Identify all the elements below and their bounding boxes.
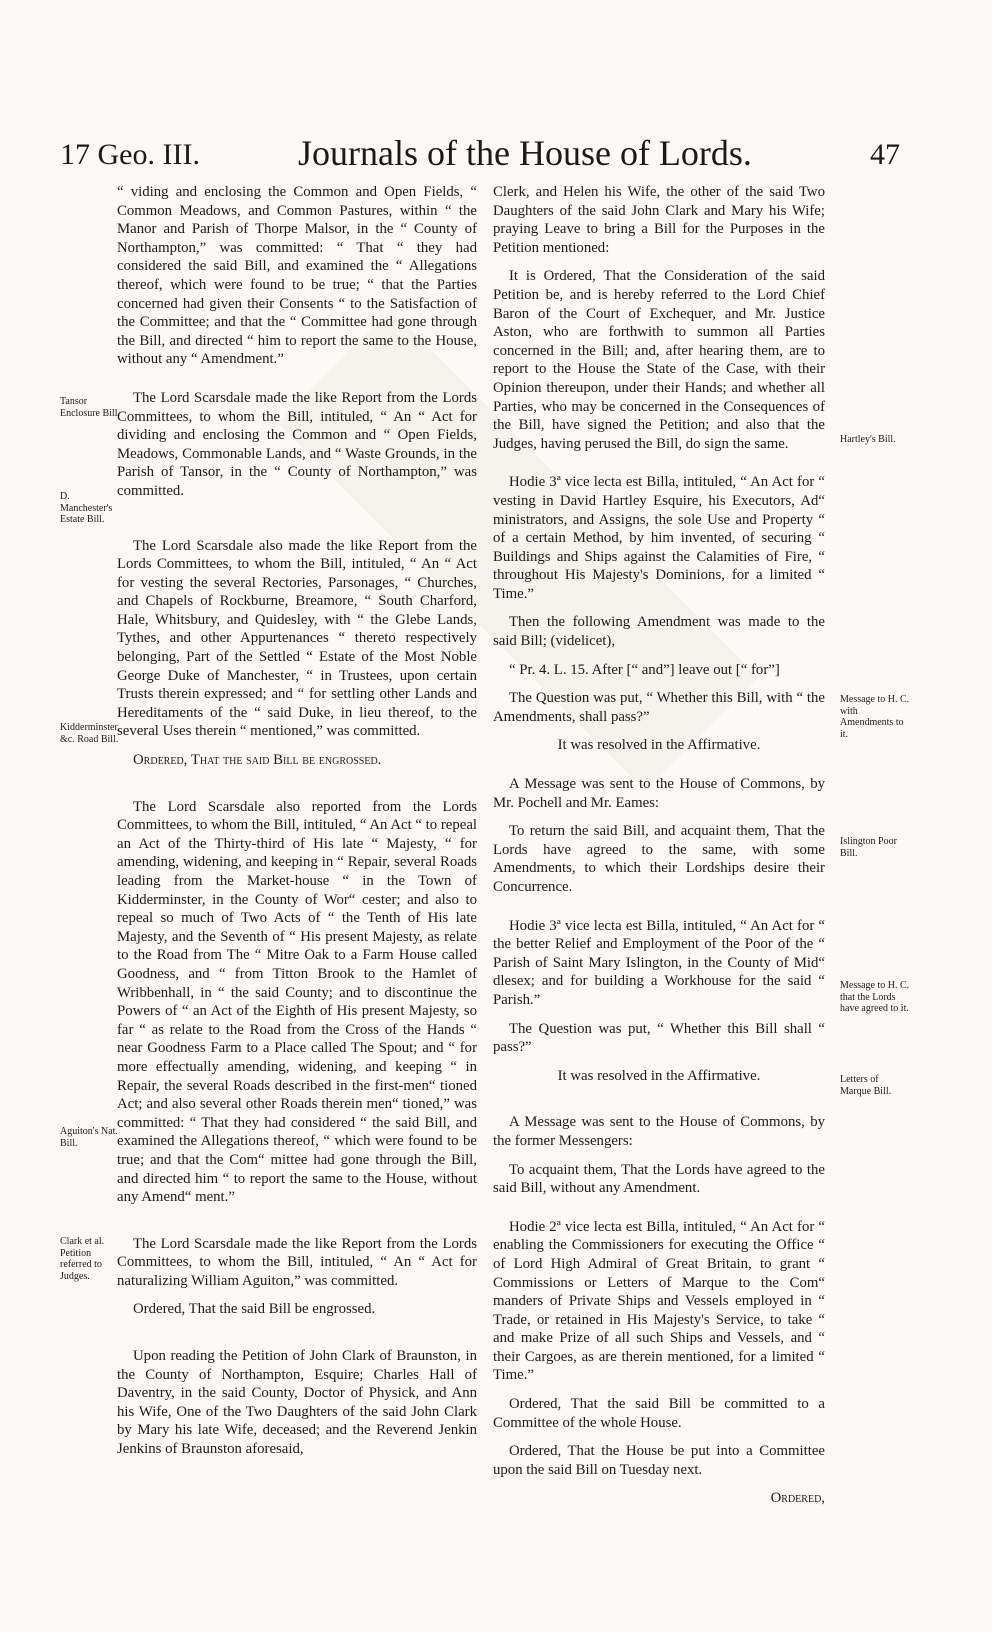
hartley-third-reading: Hodie 3ª vice lecta est Billa, intituled, “ An Act for “ vesting in David Hartley Esquire, his Executors, Ad“ ministrators, and Assigns, the sole Use and Property “ of a certain Method, by him invented, of securing “ Buildings and Ships against the Calamities of Fire, “ throughout His Majesty's Dominions, for a limited “ Time.” <box>493 474 825 602</box>
order-committed: Ordered, That the said Bill be committed to a Committee of the whole House. <box>493 1396 825 1431</box>
resolved-islington: It was resolved in the Affirmative. <box>557 1067 761 1084</box>
petition-clark: Upon reading the Petition of John Clark of Braunston, in the County of Northampton, Esquire; Charles Hall of Daventry, in the said County, Doctor of Physick, and Ann his Wife, One of the Two Daughters of the said John Clark by Mary his late Wife, deceased; and the Reverend Jenkin Jenkins of Braunston aforesaid, <box>117 1348 477 1458</box>
report-aguiton: The Lord Scarsdale made the like Report from the Lords Committees, to whom the Bill, intituled, “ An “ Act for naturalizing William Aguiton,” was committed. <box>117 1235 477 1289</box>
amendment-intro: Then the following Amendment was made to the said Bill; (videlicet), <box>493 614 825 650</box>
petition-continued: Clerk, and Helen his Wife, the other of the said Two Daughters of the said John Clark and Mary his Wife; praying Leave to bring a Bill for the Purposes in the Petition mentioned: <box>493 184 825 256</box>
margin-note-message-agreed: Message to H. C. that the Lords have agreed to it. <box>840 980 910 1014</box>
page-title: Journals of the House of Lords. <box>298 133 752 173</box>
running-header <box>60 132 900 182</box>
marque-second-reading: Hodie 2ª vice lecta est Billa, intituled, “ An Act for “ enabling the Commissioners for executing the Office “ of Lord High Admiral of Great Britain, to grant “ Commissions or Letters of Marque to the Com“ manders of Private Ships and Vessels employed in “ Trade, or retained in His Majesty's Service, to take “ and make Prize of all such Ships and Vessels, and “ their Cargoes, as are therein mentioned, for a limited “ Time.” <box>493 1218 825 1384</box>
margin-note-message-amend: Message to H. C. with Amendments to it. <box>840 694 910 740</box>
margin-note-islington: Islington Poor Bill. <box>840 836 897 859</box>
order-committee-tuesday: Ordered, That the House be put into a Committee upon the said Bill on Tuesday next. <box>493 1443 825 1478</box>
margin-note-clark: Clark et al. Petition referred to Judges. <box>60 1236 105 1282</box>
order-referred: It is Ordered, That the Consideration of the said Petition be, and is hereby referred to the Lord Chief Baron of the Court of Exchequer, and Mr. Justice Aston, who are forthwith to summon all Parties concerned in the Bill; and, after hearing them, are to report to the House the State of the Case, with their Opinion thereupon, under their Hands; and whether all Parties, who may be concerned in the Consequences of the Bill, have signed the Petition; and also that the Judges, having perused the Bill, do sign the same. <box>493 268 825 452</box>
order-engrossed-2: Ordered, That the said Bill be engrossed. <box>133 1301 376 1318</box>
margin-note-kidderminster: Kidderminster, &c. Road Bill. <box>60 722 120 745</box>
report-manchester: The Lord Scarsdale also made the like Report from the Lords Committees, to whom the Bill, intituled, “ An “ Act for vesting the several Rectories, Parsonages, “ Churches, and Chapels of Rockburne, Breamore, “ South Charford, Hale, Whitsbury, and Quidesley, with “ the Glebe Lands, Tythes, and other Appurtenances “ thereto respectively belonging, Part of the Settled “ Estate of the Most Noble George Duke of Manchester, “ in Trustees, upon certain Trusts therein expressed; and “ for settling other Lands and Hereditaments of the “ said Duke, in lieu thereof, to the several Uses therein “ mentioned,” was committed. <box>117 537 477 740</box>
amendment-text: “ Pr. 4. L. 15. After [“ and”] leave out [“ for”] <box>509 661 780 678</box>
report-thorpe-malsor: “ viding and enclosing the Common and Open Fields, “ Common Meadows, and Common Pastures, within “ the Manor and Parish of Thorpe Malsor, in the “ County of Northampton,” was committed: “ That “ they had considered the said Bill, and examined the “ Allegations thereof, which were found to be true; “ that the Parties concerned had given their Consents “ to the Satisfaction of the Committee; and that the “ Committee had gone through the Bill, and directed “ him to report the same to the House, without any “ Amendment.” <box>117 184 477 368</box>
left-column <box>117 183 477 1469</box>
margin-note-aguiton: Aguiton's Nat. Bill. <box>60 1126 118 1149</box>
resolved-hartley: It was resolved in the Affirmative. <box>557 737 761 754</box>
message-acquaint: To acquaint them, That the Lords have agreed to the said Bill, without any Amendment. <box>493 1161 825 1197</box>
margin-note-tansor: Tansor Enclosure Bill. <box>60 396 120 419</box>
report-kidderminster: The Lord Scarsdale also reported from the Lords Committees, to whom the Bill, intituled, “ An Act “ to repeal an Act of the Thirty-third of His late “ Majesty, “ for amending, widening, and keeping in “ Repair, several Roads leading from the Market-house “ in the Town of Kidderminster, in the County of Wor“ cester; and also to repeal so much of Two Acts of “ the Tenth of His late Majesty, and the Seventh of “ His present Majesty, as relate to the Road from The “ Mitre Oak to a Farm House called Goodness, and “ from Titton Brook to the Hamlet of Wribbenhall, in “ the said County; and to discontinue the Powers of “ an Act of the Eighth of His present Majesty, so far “ as relate to the Road from the Cross of the Hands “ near Goodness Farm to a Place called The Spout; and “ for more effectually amending, widening, and keeping “ in Repair, the several Roads described in the first-men“ tioned Act; and also several other Roads therein men“ tioned,” was committed: “ That they had considered “ the said Bill, and examined the Allegations thereof, “ which were found to be true; and that the Com“ mittee had gone through the Bill, and directed him “ to report the same to the House, without any Amend“ ment.” <box>117 798 478 1206</box>
right-column <box>493 183 825 1518</box>
catchword: Ordered, <box>770 1490 825 1507</box>
margin-note-marque: Letters of Marque Bill. <box>840 1074 892 1097</box>
report-tansor: The Lord Scarsdale made the like Report from the Lords Committees, to whom the Bill, intituled, “ An “ Act for dividing and enclosing the Common and “ Open Fields, Meadows, Commonable Lands, and “ Waste Grounds, in the Parish of Tansor, in the “ County of Northampton,” was committed. <box>117 389 477 499</box>
page-number: 47 <box>870 138 900 171</box>
message-commons-1: A Message was sent to the House of Commons, by Mr. Pochell and Mr. Eames: <box>493 776 825 811</box>
question-islington: The Question was put, “ Whether this Bill shall “ pass?” <box>493 1020 825 1056</box>
regnal-year: 17 Geo. III. <box>60 138 200 171</box>
islington-third-reading: Hodie 3ª vice lecta est Billa, intituled, “ An Act for “ the better Relief and Employment of the Poor of the “ Parish of Saint Mary Islington, in the County of Mid“ dlesex; and for building a Workhouse for the said “ Parish.” <box>493 917 825 1008</box>
order-engrossed-1: Ordered, That the said Bill be engrossed. <box>133 752 382 769</box>
message-commons-2: A Message was sent to the House of Commons, by the former Messengers: <box>493 1114 825 1149</box>
margin-note-hartley: Hartley's Bill. <box>840 434 896 445</box>
margin-note-manchester: D. Manchester's Estate Bill. <box>60 491 113 525</box>
question-hartley: The Question was put, “ Whether this Bill, with “ the Amendments, shall pass?” <box>493 690 825 725</box>
message-return-bill: To return the said Bill, and acquaint them, That the Lords have agreed to the same, with some Amendments, to which their Lordships desire their Concurrence. <box>493 823 825 895</box>
